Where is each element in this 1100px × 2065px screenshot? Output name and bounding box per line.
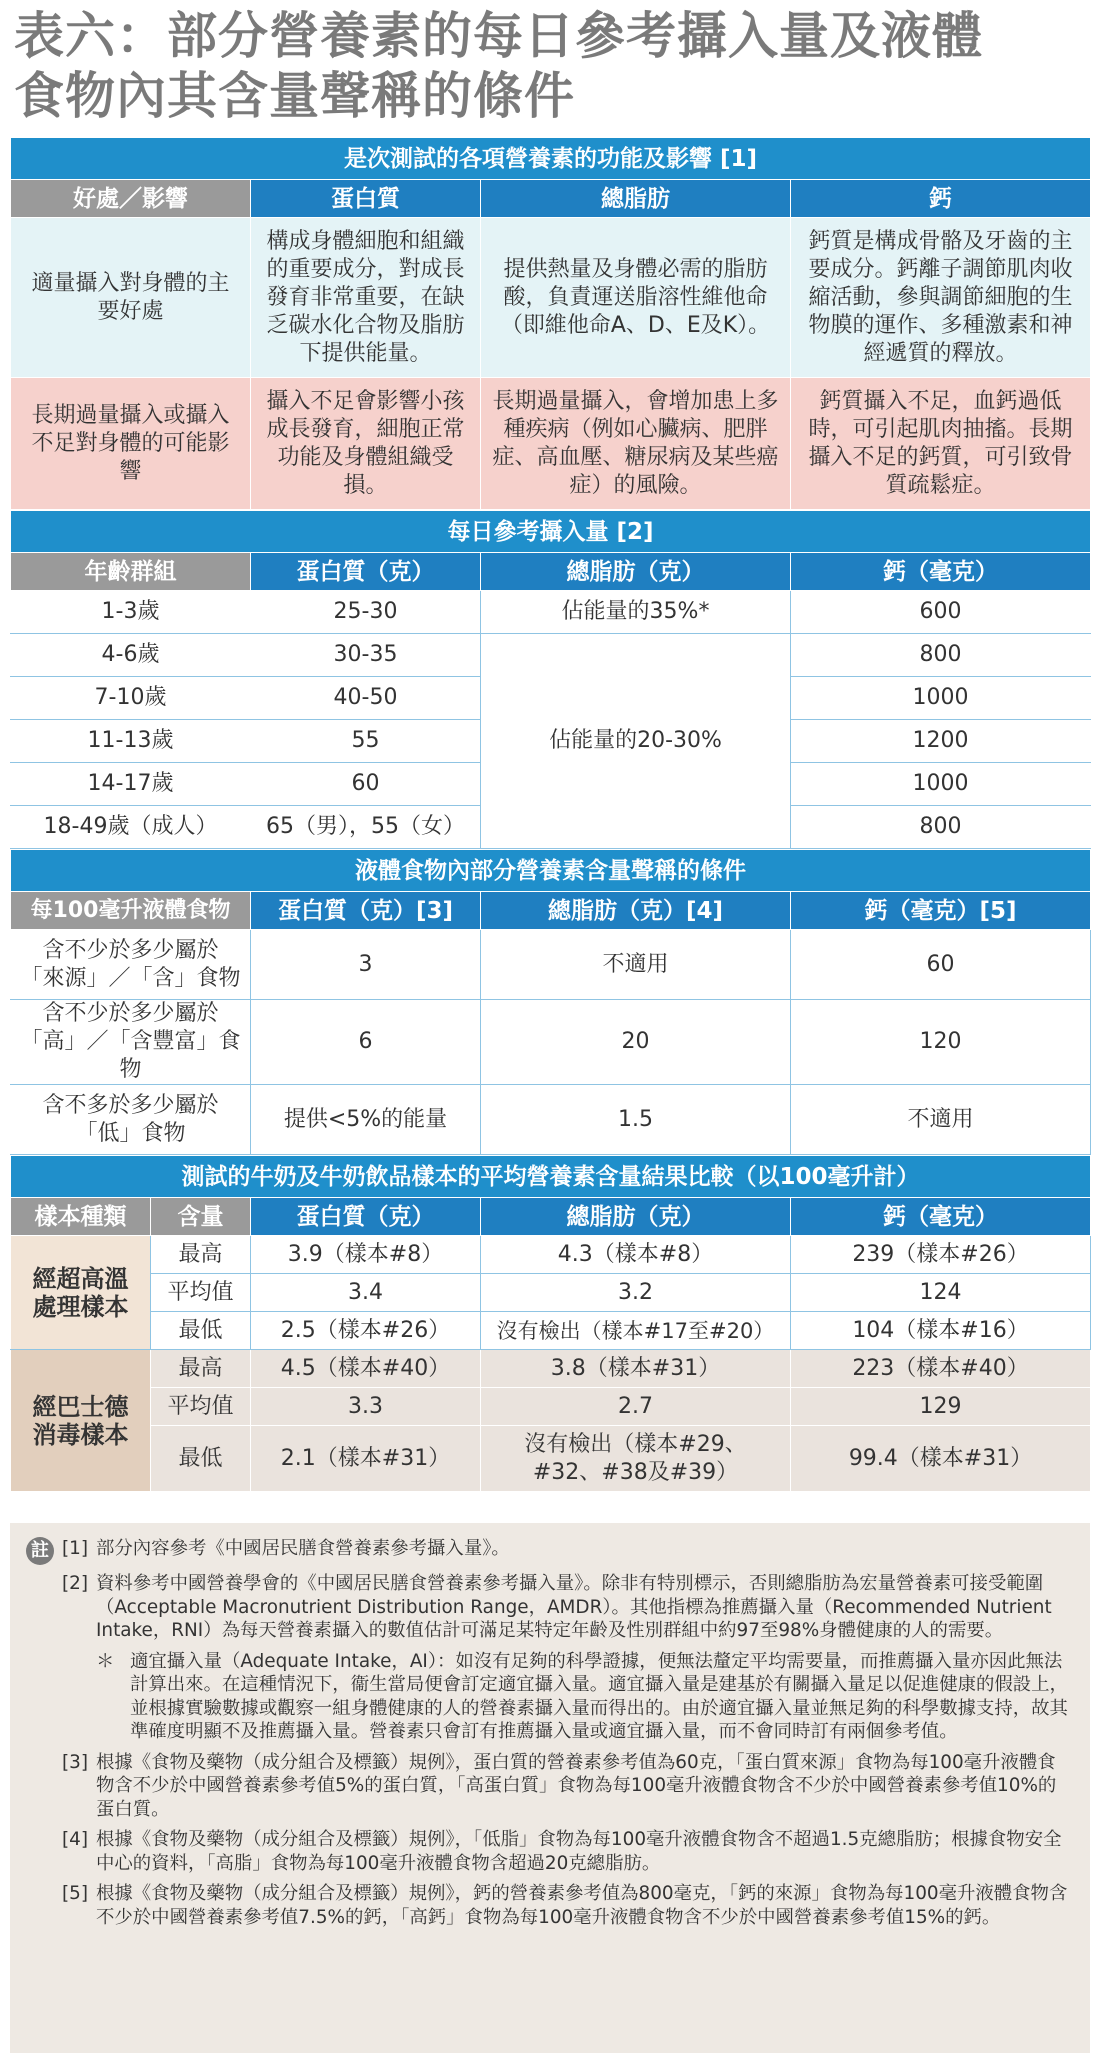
table-cell: 提供熱量及身體必需的脂肪酸，負責運送脂溶性維他命（即維他命A、D、E及K）。 [481, 218, 791, 378]
claim-label-line1: 含不少於多少屬於 [42, 1001, 219, 1026]
note-item [26, 1751, 1074, 1822]
table-row [11, 1085, 1091, 1155]
column-header: 樣本種類 [11, 1198, 151, 1236]
protein-cell: 4.5（樣本#40） [251, 1350, 481, 1388]
age-cell: 7-10歲 [11, 677, 251, 720]
section-title: 測試的牛奶及牛奶飲品樣本的平均營養素含量結果比較（以100毫升計） [11, 1156, 1091, 1198]
column-header: 總脂肪（克）[4] [481, 892, 791, 930]
note-item [26, 1572, 1074, 1643]
age-cell: 11-13歲 [11, 720, 251, 763]
protein-cell: 3 [251, 930, 481, 1000]
claim-conditions-table [10, 849, 1091, 1155]
calcium-cell: 不適用 [791, 1085, 1091, 1155]
note-item [26, 1828, 1074, 1875]
table-row [11, 1000, 1091, 1085]
claim-label [11, 1085, 251, 1155]
level-cell: 平均值 [151, 1274, 251, 1312]
notes-box [10, 1523, 1090, 2053]
fat-cell [481, 1426, 791, 1492]
protein-cell: 3.4 [251, 1274, 481, 1312]
calcium-cell: 60 [791, 930, 1091, 1000]
table-row [11, 634, 1091, 677]
protein-cell: 2.5（樣本#26） [251, 1312, 481, 1350]
table-cell: 鈣質是構成骨骼及牙齒的主要成分。鈣離子調節肌肉收縮活動，參與調節細胞的生物膜的運作、多種激素和神經遞質的釋放。 [791, 218, 1091, 378]
table-row [11, 1312, 1091, 1350]
nutrient-function-table [10, 137, 1091, 510]
section-title: 每日參考攝入量 [2] [11, 511, 1091, 553]
fat-cell: 3.8（樣本#31） [481, 1350, 791, 1388]
section-title: 液體食物內部分營養素含量聲稱的條件 [11, 850, 1091, 892]
note-ref: ＊ [96, 1650, 115, 1672]
fat-cell: 佔能量的20-30% [481, 634, 791, 849]
column-header: 蛋白質（克） [251, 553, 481, 591]
table-row [11, 1236, 1091, 1274]
calcium-cell: 1000 [791, 763, 1091, 806]
fat-cell-line1: 沒有檢出（樣本#29、 [524, 1431, 747, 1457]
protein-cell: 3.9（樣本#8） [251, 1236, 481, 1274]
group-name-line1: 經巴士德 [32, 1392, 129, 1421]
page-title [0, 0, 1100, 134]
daily-intake-table [10, 510, 1091, 849]
group-name-line2: 處理樣本 [32, 1292, 129, 1321]
column-header: 蛋白質（克）[3] [251, 892, 481, 930]
level-cell: 最高 [151, 1236, 251, 1274]
protein-cell: 25-30 [251, 591, 481, 634]
column-header: 每100毫升液體食物 [11, 892, 251, 930]
claim-label-line2: 「高」／「含豐富」食物 [20, 1029, 241, 1082]
calcium-cell: 104（樣本#16） [791, 1312, 1091, 1350]
calcium-cell: 800 [791, 634, 1091, 677]
calcium-cell: 1000 [791, 677, 1091, 720]
column-header: 蛋白質（克） [251, 1198, 481, 1236]
column-header: 鈣（毫克） [791, 553, 1091, 591]
fat-cell: 3.2 [481, 1274, 791, 1312]
note-ref: [2] [62, 1573, 89, 1594]
sample-group-label [11, 1350, 151, 1492]
fat-cell: 1.5 [481, 1085, 791, 1155]
age-cell: 1-3歲 [11, 591, 251, 634]
table-row [11, 1350, 1091, 1388]
level-cell: 平均值 [151, 1388, 251, 1426]
calcium-cell: 600 [791, 591, 1091, 634]
group-name-line2: 消毒樣本 [32, 1420, 129, 1449]
note-badge: 註 [26, 1537, 54, 1565]
fat-cell: 佔能量的35%* [481, 591, 791, 634]
note-item [26, 1882, 1074, 1929]
table-row [11, 1426, 1091, 1492]
column-header: 蛋白質 [251, 180, 481, 218]
column-header: 鈣（毫克）[5] [791, 892, 1091, 930]
table-row [11, 930, 1091, 1000]
note-ref: [1] [62, 1538, 89, 1559]
table-row [11, 1274, 1091, 1312]
note-text: 根據《食物及藥物（成分組合及標籤）規例》，「低脂」食物為每100毫升液體食物含不超過1.5克總脂肪；根據食物安全中心的資料，「高脂」食物為每100毫升液體食物含超過20克總脂肪。 [96, 1829, 1062, 1874]
claim-label-line1: 含不多於多少屬於 [42, 1092, 219, 1118]
calcium-cell: 129 [791, 1388, 1091, 1426]
protein-cell: 60 [251, 763, 481, 806]
column-header: 總脂肪（克） [481, 553, 791, 591]
table-row [11, 218, 1091, 378]
sample-results-table [10, 1155, 1091, 1492]
calcium-cell: 223（樣本#40） [791, 1350, 1091, 1388]
section-title: 是次測試的各項營養素的功能及影響 [1] [11, 138, 1091, 180]
note-item [26, 1650, 1074, 1744]
column-header: 鈣（毫克） [791, 1198, 1091, 1236]
protein-cell: 40-50 [251, 677, 481, 720]
page-title-line1: 表六：部分營養素的每日參考攝入量及液體 [14, 7, 983, 65]
column-header: 好處／影響 [11, 180, 251, 218]
note-text: 部分內容參考《中國居民膳食營養素參考攝入量》。 [96, 1538, 510, 1559]
level-cell: 最低 [151, 1426, 251, 1492]
column-header: 總脂肪（克） [481, 1198, 791, 1236]
claim-label [11, 1000, 251, 1085]
protein-cell: 3.3 [251, 1388, 481, 1426]
fat-cell: 20 [481, 1000, 791, 1085]
page-title-line2: 食物內其含量聲稱的條件 [14, 67, 575, 125]
fat-cell-line2: #32、#38及#39） [532, 1459, 739, 1485]
tables-wrap [10, 137, 1090, 1492]
note-item [26, 1537, 1074, 1565]
protein-cell: 6 [251, 1000, 481, 1085]
claim-label-line2: 「低」食物 [75, 1120, 186, 1146]
table-row [11, 378, 1091, 510]
table-cell: 攝入不足會影響小孩成長發育，細胞正常功能及身體組織受損。 [251, 378, 481, 510]
calcium-cell: 120 [791, 1000, 1091, 1085]
age-cell: 14-17歲 [11, 763, 251, 806]
column-header: 含量 [151, 1198, 251, 1236]
age-cell: 18-49歲（成人） [11, 806, 251, 849]
fat-cell: 4.3（樣本#8） [481, 1236, 791, 1274]
column-header: 鈣 [791, 180, 1091, 218]
column-header: 總脂肪 [481, 180, 791, 218]
note-ref: [3] [62, 1751, 89, 1773]
level-cell: 最高 [151, 1350, 251, 1388]
table-cell: 構成身體細胞和組織的重要成分，對成長發育非常重要，在缺乏碳水化合物及脂肪下提供能量。 [251, 218, 481, 378]
protein-cell: 2.1（樣本#31） [251, 1426, 481, 1492]
age-cell: 4-6歲 [11, 634, 251, 677]
calcium-cell: 124 [791, 1274, 1091, 1312]
note-text: 適宜攝入量（Adequate Intake，AI）：如沒有足夠的科學證據，便無法釐定平均需要量，而推薦攝入量亦因此無法計算出來。在這種情況下，衞生當局便會訂定適宜攝入量。適宜攝入量是建基於有關攝入量足以促進健康的假設上，並根據實驗數據或觀察一組身體健康的人的營養素攝入量而得出的。由於適宜攝入量並無足夠的科學數據支持，故其準確度明顯不及推薦攝入量。營養素只會訂有推薦攝入量或適宜攝入量，而不會同時訂有兩個參考值。 [130, 1650, 1068, 1742]
table-row [11, 1388, 1091, 1426]
table-cell: 鈣質攝入不足，血鈣過低時，可引起肌肉抽搐。長期攝入不足的鈣質，可引致骨質疏鬆症。 [791, 378, 1091, 510]
table-row [11, 591, 1091, 634]
calcium-cell: 99.4（樣本#31） [791, 1426, 1091, 1492]
note-text: 根據《食物及藥物（成分組合及標籤）規例》，蛋白質的營養素參考值為60克，「蛋白質來源」食物為每100毫升液體食物含不少於中國營養素參考值5%的蛋白質，「高蛋白質」食物為每100毫升液體食物含不少於中國營養素參考值10%的蛋白質。 [96, 1751, 1057, 1820]
note-text: 資料參考中國營養學會的《中國居民膳食營養素參考攝入量》。除非有特別標示，否則總脂肪為宏量營養素可接受範圍（Acceptable Macronutrient Distribution Range，AMDR）。其他指標為推薦攝入量（Recommended Nutrient Intake，RNI）為每天營養素攝入的數值估計可滿足某特定年齡及性別群組中約97至98%身體健康的人的需要。 [96, 1573, 1052, 1641]
protein-cell: 65（男），55（女） [251, 806, 481, 849]
level-cell: 最低 [151, 1312, 251, 1350]
row-label: 適量攝入對身體的主要好處 [11, 218, 251, 378]
calcium-cell: 1200 [791, 720, 1091, 763]
claim-label [11, 930, 251, 1000]
fat-cell: 不適用 [481, 930, 791, 1000]
note-ref: [4] [62, 1829, 89, 1850]
row-label: 長期過量攝入或攝入不足對身體的可能影響 [11, 378, 251, 510]
note-ref: [5] [62, 1883, 89, 1904]
note-text: 根據《食物及藥物（成分組合及標籤）規例》，鈣的營養素參考值為800毫克，「鈣的來源」食物為每100毫升液體食物含不少於中國營養素參考值7.5%的鈣，「高鈣」食物為每100毫升液體食物含不少於中國營養素參考值15%的鈣。 [96, 1883, 1068, 1928]
column-header: 年齡群組 [11, 553, 251, 591]
calcium-cell: 239（樣本#26） [791, 1236, 1091, 1274]
calcium-cell: 800 [791, 806, 1091, 849]
claim-label-line2: 「來源」／「含」食物 [20, 965, 241, 991]
group-name-line1: 經超高溫 [32, 1264, 129, 1293]
protein-cell: 提供<5%的能量 [251, 1085, 481, 1155]
fat-cell: 沒有檢出（樣本#17至#20） [481, 1312, 791, 1350]
fat-cell: 2.7 [481, 1388, 791, 1426]
protein-cell: 30-35 [251, 634, 481, 677]
sample-group-label [11, 1236, 151, 1350]
protein-cell: 55 [251, 720, 481, 763]
table-cell: 長期過量攝入，會增加患上多種疾病（例如心臟病、肥胖症、高血壓、糖尿病及某些癌症）的風險。 [481, 378, 791, 510]
claim-label-line1: 含不少於多少屬於 [42, 937, 219, 963]
